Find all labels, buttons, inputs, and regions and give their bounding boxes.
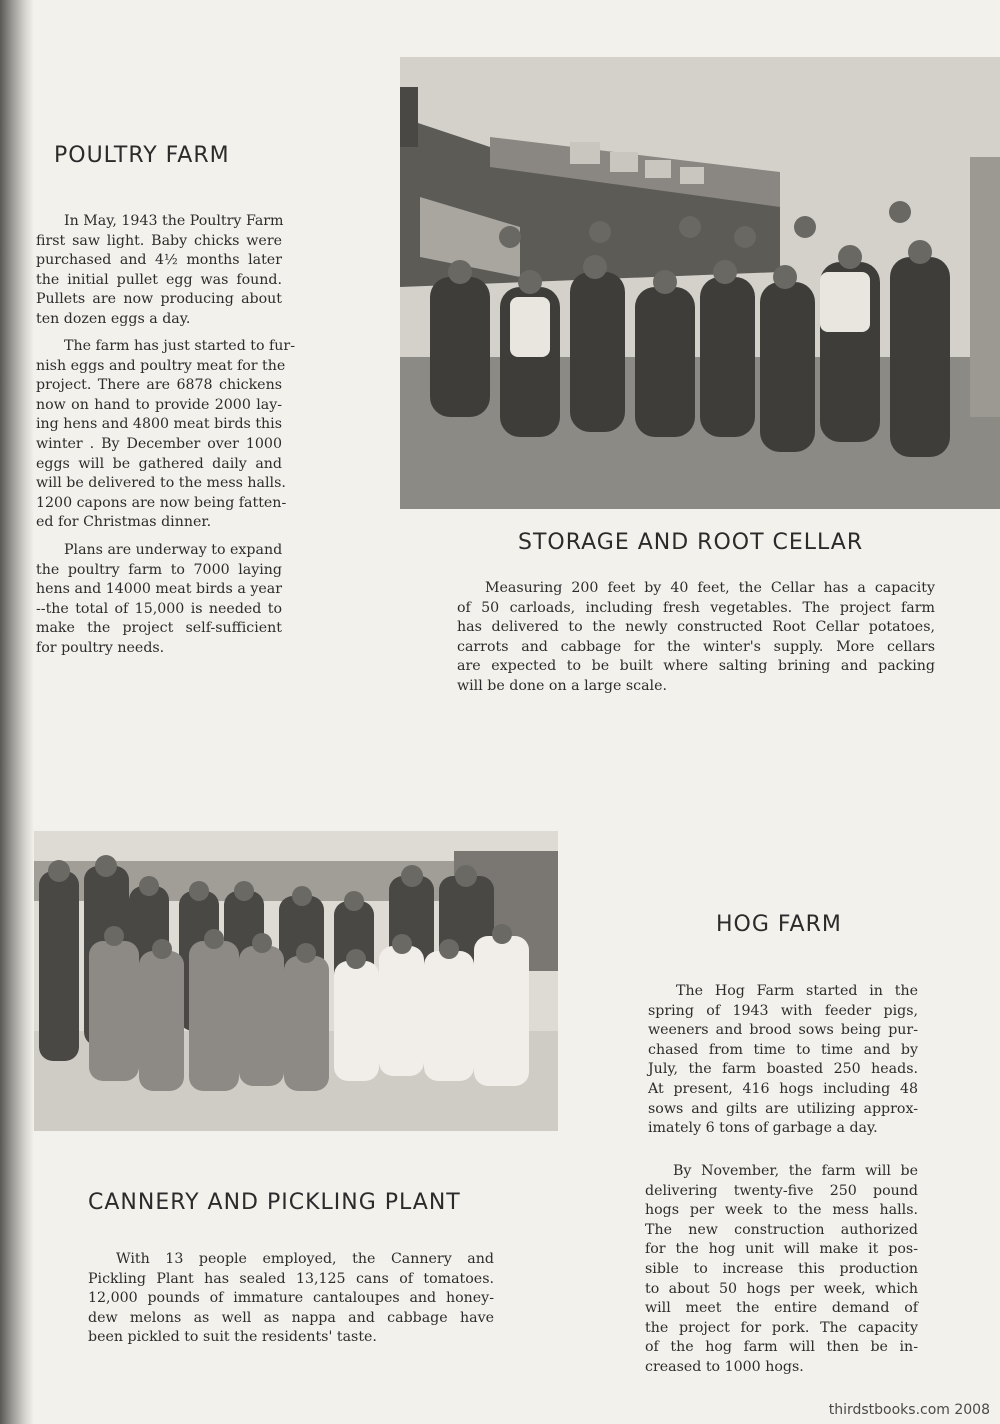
- text-line: the poultry farm to 7000 laying: [36, 561, 282, 578]
- text-line: hogs per week to the mess halls.: [645, 1202, 918, 1219]
- cannery-pickling-plant-photo: [34, 831, 558, 1131]
- hog-paragraph-1: [648, 982, 918, 1139]
- text-line: will be delivered to the mess halls.: [36, 475, 286, 492]
- storage-paragraph: [457, 579, 935, 697]
- cannery-paragraph: [88, 1250, 494, 1348]
- text-line: are expected to be built where salting brining and packing: [457, 658, 935, 675]
- text-line: project. There are 6878 chickens: [36, 377, 282, 394]
- text-line: At present, 416 hogs including 48: [648, 1080, 918, 1097]
- text-line: the project for pork. The capacity: [645, 1319, 918, 1336]
- text-line: sows and gilts are utilizing approx-: [648, 1100, 918, 1117]
- text-line: imately 6 tons of garbage a day.: [648, 1120, 878, 1137]
- text-line: The farm has just started to fur-: [64, 338, 296, 354]
- text-line: of 50 carloads, including fresh vegetables. The project farm: [457, 599, 935, 616]
- text-line: purchased and 4½ months later: [36, 252, 282, 269]
- poultry-paragraph-1: [36, 212, 282, 330]
- text-line: will be done on a large scale.: [457, 677, 667, 694]
- text-line: sible to increase this production: [645, 1260, 918, 1277]
- text-line: will meet the entire demand of: [645, 1300, 918, 1317]
- text-line: ing hens and 4800 meat birds this: [36, 416, 282, 433]
- text-line: weeners and brood sows being pur-: [648, 1022, 918, 1039]
- text-line: of the hog farm will then be in-: [645, 1339, 918, 1356]
- book-spine-shadow: [0, 0, 34, 1424]
- text-line: Pullets are now producing about: [36, 291, 282, 308]
- text-line: July, the farm boasted 250 heads.: [648, 1061, 918, 1078]
- text-line: creased to 1000 hogs.: [645, 1358, 804, 1375]
- text-line: make the project self-sufficient: [36, 620, 282, 637]
- text-line: first saw light. Baby chicks were: [36, 232, 282, 249]
- hog-farm-heading: HOG FARM: [716, 912, 842, 937]
- text-line: nish eggs and poultry meat for the: [36, 357, 286, 374]
- text-line: Measuring 200 feet by 40 feet, the Cellar has a capacity: [485, 580, 935, 596]
- hog-paragraph-2: [645, 1162, 918, 1378]
- text-line: has delivered to the newly constructed Root Cellar potatoes,: [457, 619, 935, 636]
- poultry-paragraph-2: [36, 337, 296, 533]
- text-line: The new construction authorized: [645, 1221, 918, 1238]
- text-line: now on hand to provide 2000 lay-: [36, 396, 282, 413]
- text-line: the initial pullet egg was found.: [36, 271, 282, 288]
- text-line: With 13 people employed, the Cannery and: [116, 1251, 494, 1267]
- text-line: The Hog Farm started in the: [676, 983, 918, 999]
- text-line: Pickling Plant has sealed 13,125 cans of tomatoes.: [88, 1270, 494, 1287]
- text-line: 1200 capons are now being fatten-: [36, 494, 287, 511]
- text-line: to about 50 hogs per week, which: [645, 1280, 918, 1297]
- text-line: By November, the farm will be: [673, 1163, 918, 1179]
- text-line: Plans are underway to expand: [64, 542, 283, 558]
- text-line: In May, 1943 the Poultry Farm: [64, 213, 284, 229]
- watermark-credit: thirdstbooks.com 2008: [828, 1402, 990, 1418]
- text-line: delivering twenty-five 250 pound: [645, 1182, 918, 1199]
- text-line: spring of 1943 with feeder pigs,: [648, 1002, 918, 1019]
- storage-root-cellar-photo: [400, 57, 1000, 509]
- text-line: ed for Christmas dinner.: [36, 514, 212, 531]
- text-line: ten dozen eggs a day.: [36, 310, 191, 327]
- text-line: chased from time to time and by: [648, 1041, 918, 1058]
- text-line: eggs will be gathered daily and: [36, 455, 282, 472]
- text-line: for poultry needs.: [36, 639, 165, 656]
- text-line: carrots and cabbage for the winter's supply. More cellars: [457, 638, 935, 655]
- text-line: 12,000 pounds of immature cantaloupes and honey-: [88, 1290, 494, 1307]
- text-line: winter . By December over 1000: [36, 435, 282, 452]
- text-line: --the total of 15,000 is needed to: [36, 600, 282, 617]
- text-line: hens and 14000 meat birds a year: [36, 581, 282, 598]
- poultry-farm-heading: POULTRY FARM: [54, 143, 230, 168]
- poultry-paragraph-3: [36, 541, 282, 659]
- text-line: been pickled to suit the residents' taste.: [88, 1329, 377, 1346]
- storage-root-cellar-heading: STORAGE AND ROOT CELLAR: [518, 530, 864, 555]
- cannery-pickling-plant-heading: CANNERY AND PICKLING PLANT: [88, 1190, 461, 1215]
- text-line: dew melons as well as nappa and cabbage have: [88, 1309, 494, 1326]
- text-line: for the hog unit will make it pos-: [645, 1241, 918, 1258]
